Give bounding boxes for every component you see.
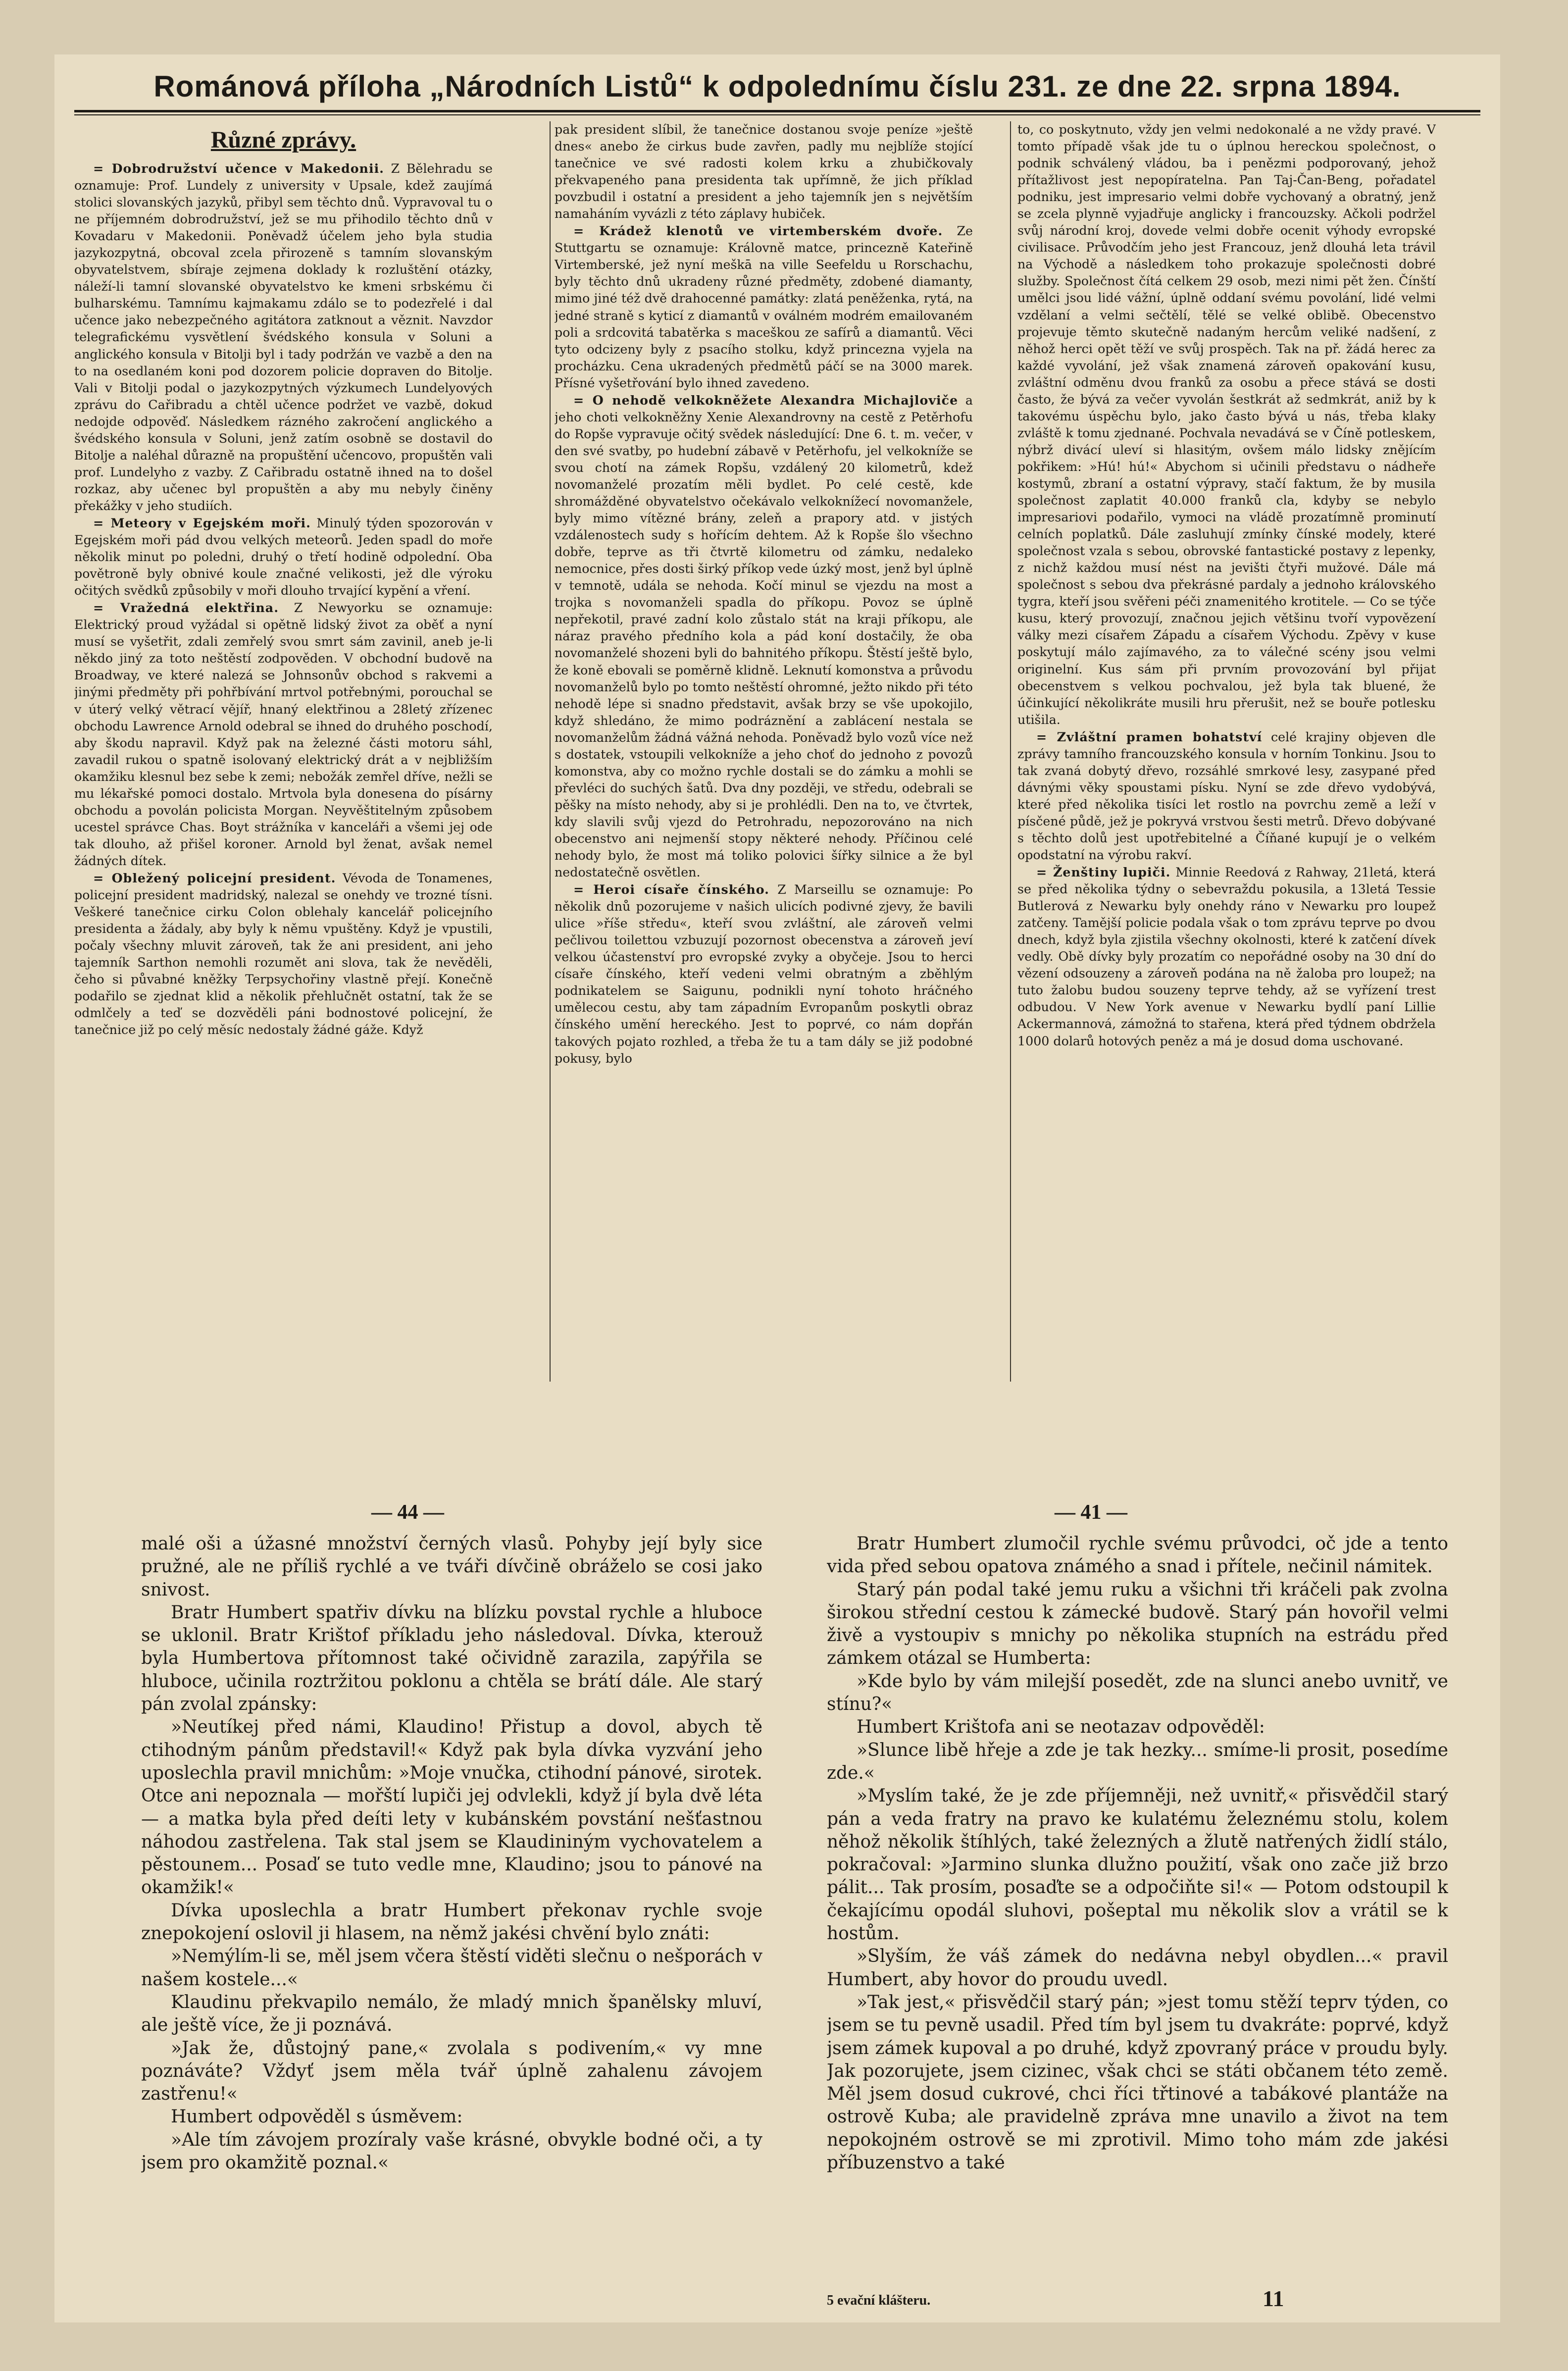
novel-page-left	[141, 1533, 762, 2285]
news-item-text: Minnie Reedová z Rahway, 21letá, která se před několika týdny o sebevraždu pokusila, a 13letá Tessie Butlerová z Newarku byly onehdy ráno v Newarku pro loupež zatčeny. Tamější policie podala však o tom zprávu teprve po dvou dnech, když byla zjistila všechny okolnosti, které k zatčení dívek vedly. Obě dívky byly prozatím co nepořádné osoby na 30 dní do vězení odsouzeny a zároveň podána na ně žaloba pro loupež; na tuto žalobu budou souzeny teprve tehdy, až se vyřízení trest odbudou. V New York avenue v Newarku bydlí paní Lillie Ackermannová, zámožná to stařena, která před týdnem obdržela 1000 dolarů hotových peněz a má je dosud doma uschované.	[1017, 865, 1436, 1048]
paragraph: »Neutíkej před námi, Klaudino! Přistup a dovol, abych tě ctihodným pánům představil!« Když pak byla dívka vyzvání jeho uposlechla pravil mnichům: »Moje vnučka, ctihodní pánové, sirotek. Otce ani nepoznala — mořští lupiči jej odvlekli, když jí byla dvě léta — a matka byla před deíti lety v kubánském povstání nešťastnou náhodou zastřelena. Tak stal jsem se Klaudininým vychovatelem a pěstounem... Posaď se tuto vedle mne, Klaudino; jsou to pánové na okamžik!«	[141, 1717, 762, 1898]
news-item	[74, 515, 493, 599]
section-heading: Různé zprávy.	[210, 127, 356, 153]
paragraph: »Tak jest,« přisvědčil starý pán; »jest tomu stěží teprv týden, co jsem se tu pevně usadil. Před tím byl jsem tu dvakráte: poprvé, když jsem zámek kupoval a po druhé, když zpovraný práce v proudu byly. Jak pozorujete, jsem cizinec, však chci se státi občanem této země. Měl jsem dosud cukrové, chci říci třtinové a tabákové plantáže na ostrově Kuba; ale pravidelně zpráva mne unavilo a život na tem nepokojném ostrově se mi zprotivil. Mimo toho mám zde jakési příbuzenstvo a také	[827, 1992, 1448, 2173]
news-item-title: = Krádež klenotů ve virtemberském dvoře.	[573, 223, 943, 239]
column-divider	[1010, 121, 1011, 1382]
page-number-left: — 44 —	[371, 1501, 444, 1524]
news-item-text: celé krajiny objeven dle zprávy tamního francouzského konsula v horním Tonkinu. Jsou to tak zvaná dobytý dřevo, rozsáhlé smrkové lesy, zasypané před dávnými věky spoustami písku. Nyní se zde dřevo vydobývá, které před několika tisíci let rostlo na povrchu země a leží v písčené půdě, jež je pokryvá vrstvou šesti metrů. Dřevo dobývané s těchto dolů jest upotřebitelné a Číňané kupují je o velkém opodstatní na výrobu rakví.	[1017, 729, 1436, 863]
column-1	[74, 121, 493, 1382]
news-item-text: Minulý týden spozorován v Egejském moři pád dvou velkých meteorů. Jeden spadl do moře několik minut po poledni, druhý o třetí hodině odpolední. Oba povětroně byly obnivé koule značné velikosti, jež dle výroku očitých svědků způsobily v moři dlouho trvající kypění a vření.	[74, 515, 493, 598]
news-item	[555, 881, 973, 1067]
sheet-number: 11	[1263, 2286, 1284, 2311]
continued-text: pak president slíbil, že tanečnice dostanou svoje peníze »ještě dnes« anebo že cirkus bude zavřen, padly mu nejblíže stojící tanečnice ve své radosti kolem krku a zhubičkovaly překvapeného pana presidenta tak upřímně, že jich příklad povzbudil i ostatní a president a jeho tajemník jen s největším namaháním vyvázli z této záplavy hubiček.	[555, 122, 973, 221]
news-item-title: = Obležený policejní president.	[93, 870, 336, 885]
paragraph: »Nemýlím-li se, měl jsem včera štěstí viděti slečnu o nešporách v našem kostele...«	[141, 1946, 762, 1990]
news-item-text: Z Bělehradu se oznamuje: Prof. Lundely z university v Upsale, kdež zaujímá stolici slovanských jazyků, přibyl sem těchto dnů. Vypravoval tu o ne příjemném dobrodružství, jež se mu přihodilo těchto dnů v Kovadaru v Makedonii. Poněvadž účelem jeho byla studia jazykozpytná, obcoval zcela přirozeně s tamním slovanským obyvatelstvem, sbíraje zejmena doklady k rozluštění otázky, náleží-li tamní slovanské obyvatelstvo ke kmeni srbskému či bulharskému. Tamnímu kajmakamu zdálo se to podezřelé i dal učence jako nebezpečného agitátora zatknout a věznit. Navzdor telegrafickému vysvětlení švédského konsula v Soluni a anglického konsula v Bitolji byl i tady podržán ve vazbě a den na to na osedlaném koni pod dozorem policie dopraven do Bitolje. Vali v Bitolji podal o jazykozpytných výzkumech Lundelyových zprávu do Cařibradu a chtěl učence podržet ve vazbě, dokud nedojde odpověď. Následkem rázného zakročení anglického a švédského konsula v Soluni, jenž zatím osobně se dostavil do Bitolje a naléhal důrazně na propuštění učencovo, propuštěn vali prof. Lundelyho z vazby. Z Cařibradu ostatně ihned na to došel rozkaz, aby učenec byl propuštěn a aby mu nebyly činěny překážky v jeho studiích.	[74, 161, 493, 513]
paragraph: »Slunce libě hřeje a zde je tak hezky... smíme-li prosit, posedíme zde.«	[827, 1740, 1448, 1783]
paragraph: Starý pán podal také jemu ruku a všichni tři kráčeli pak zvolna širokou střední cestou k zámecké budově. Starý pán hovořil velmi živě a vystoupiv s mnichy po několika stupních na estrádu před zámkem otázal se Humberta:	[827, 1579, 1448, 1669]
paragraph: »Jak že, důstojný pane,« zvolala s podivením,« vy mne poznáváte? Vždyť jsem měla tvář úplně zahalenu závojem zastřenu!«	[141, 2038, 762, 2105]
paragraph: »Slyším, že váš zámek do nedávna nebyl obydlen...« pravil Humbert, aby hovor do proudu uvedl.	[827, 1946, 1448, 1990]
news-item-title: = Dobrodružství učence v Makedonii.	[93, 161, 384, 176]
signature-line: 5 evační klášteru.	[827, 2293, 931, 2308]
news-item	[1017, 864, 1436, 1050]
column-3	[1017, 121, 1436, 1382]
paragraph: Bratr Humbert zlumočil rychle svému průvodci, oč jde a tento vida před sebou opatova známého a snad i přítele, nečinil námitek.	[827, 1534, 1448, 1577]
paragraph: malé oši a úžasné množství černých vlasů. Pohyby její byly sice pružné, ale ne příliš rychlé a ve tváři dívčině obráželo se cosi jako snivost.	[141, 1534, 762, 1600]
news-item-text: Vévoda de Tonamenes, policejní president madridský, nalezal se onehdy ve trozné tísni. Veškeré tanečnice cirku Colon oblehaly kancelář policejního presidenta a žádaly, aby byly k němu vpuštěny. Když je vpustili, počaly všechny mluvit zároveň, tak že ani president, ani jeho tajemník Sarthon nemohli rozumět ani slova, tak že nevěděli, čeho si půvabné kněžky Terpsychořiny vlastně přejí. Konečně podařilo se zjednat klid a několik přehlučnět ostatní, tak že se odmlčely a teď se dozvěděli páni bodnostové policejní, že tanečnice již po celý měsíc nedostaly žádné gáže. Když	[74, 871, 493, 1037]
news-item-title: = Zvláštní pramen bohatství	[1036, 729, 1263, 744]
news-item	[74, 160, 493, 515]
news-item-title: = Vražedná elektřina.	[93, 600, 279, 616]
news-item	[74, 599, 493, 870]
news-item-text: Ze Stuttgartu se oznamuje: Královně matce, princezně Kateřině Virtemberské, jež nyní meškā na ville Seefeldu u Rorschachu, byly těchto dnů ukradeny různé předměty, zdobené diamanty, mimo jiné též dvě drahocenné památky: zlatá peněženka, rytá, na jedné straně s kyticí z diamantů v oválném modrém emailovaném poli a srdcovitá tabatěrka s maceškou ze safírů a diamantů. Věci tyto odcizeny byly z psacího stolku, když princezna vyjela na procházku. Cena ukradených předmětů páčí se na 3000 marek. Přísné vyšetřování bylo ihned zavedeno.	[555, 224, 973, 390]
paragraph: Humbert odpověděl s úsměvem:	[171, 2107, 463, 2127]
news-item-text: Z Marseillu se oznamuje: Po několik dnů pozorujeme v našich ulicích podivné zjevy, že bavili ulice »říše středu«, kteří svou zvláštní, ale zároveň velmi pečlivou toilettou vzbuzují pozornost obecenstva a zároveň jeví velkou účastenství pro evropské zvyky a obyčeje. Jsou to herci císaře čínského, kteří vedeni velmi obratným a zběhlým podnikatelem se Saigunu, podnikli nyní tohoto hráčného umělecou cestu, aby tam západním Evropanům poskytli obraz čínského umění hereckého. Jest to poprvé, co nám dopřán takových pojato rozhled, a třeba že tu a tam dály se již podobné pokusy, bylo	[555, 882, 973, 1066]
column-divider	[550, 121, 551, 1382]
news-item-title: = Meteory v Egejském moři.	[93, 515, 311, 530]
news-item-title: = Heroi císaře čínského.	[573, 882, 769, 897]
paragraph: Bratr Humbert spatřiv dívku na blízku povstal rychle a hluboce se uklonil. Bratr Krištof příkladu jeho následoval. Dívka, kterouž byla Humbertova přítomnost také očividně zarazila, zapýřila se hluboce, učinila roztržitou poklonu a chtěla se brátí dále. Ale starý pán zvolal zpánsky:	[141, 1602, 762, 1715]
header-rule	[74, 110, 1480, 112]
news-item	[1017, 728, 1436, 864]
paragraph: »Kde bylo by vám milejší posedět, zde na slunci anebo uvnitř, ve stínu?«	[827, 1671, 1448, 1715]
novel-page-right	[827, 1533, 1448, 2275]
news-item-title: = O nehodě velkokněžete Alexandra Michajloviče	[573, 392, 959, 408]
news-item-text: Z Newyorku se oznamuje: Elektrický proud vyžádal si opětně lidský život za oběť a nyní musí se vyšetřit, zdali zemřelý svou smrt sám zavinil, aneb je-li někdo jiný za toto neštěstí zodpověden. V obchodní budově na Broadway, ve které nalezá se Johnsonův obchod s rakvemi a jinými předměty při pohřbívání mrtvol potřebnými, porouchal se v úterý velký větrací vějíř, hnaný elektřinou a 28letý zřízenec obchodu Lawrence Arnold odebral se ihned do druhého poschodí, aby škodu napravil. Když pak na železné části motoru sáhl, zavadil rukou o spatně isolovaný elektrický drát a v nejbližším okamžiku klesnul bez sebe k zemi; nebožák zemřel dříve, nežli se mu lékařské pomoci dostalo. Mrtvola byla donesena do písárny obchodu a povolán policista Morgan. Neyvěštitelným způsobem ucestel správce Chas. Boyt strážníka v kanceláři a všemi jej ode tak dlouho, až přišel koroner. Arnold byl ženat, avšak nemel žádných dítek.	[74, 601, 493, 868]
news-item-title: = Ženštiny lupiči.	[1036, 865, 1171, 880]
column-2	[555, 121, 973, 1382]
page-number-right: — 41 —	[1055, 1501, 1127, 1524]
news-item	[555, 222, 973, 391]
newspaper-page	[54, 54, 1500, 2322]
header-rule-thin	[74, 114, 1480, 115]
paragraph: Humbert Krištofa ani se neotazav odpověděl:	[857, 1717, 1265, 1738]
continued-text: to, co poskytnuto, vždy jen velmi nedokonalé a ne vždy pravé. V tomto případě však jde tu o úplnou hereckou společnost, o podnik schválený vládou, ba i penězmi podporovaný, jehož přítažlivost jest nepopíratelna. Pan Taj-Čan-Beng, pořadatel podniku, jest impresario velmi dobře vychovaný a obratný, jenž se zcela plynně vyjadřuje anglicky i francouzsky. Ačkoli podržel svůj národní kroj, dovede velmi dobře ocenit výhody evropské civilisace. Průvodčím jeho jest Francouz, jenž dlouhá leta trávil na Východě a následkem toho prokazuje společnosti dobré služby. Společnost čítá celkem 29 osob, mezi nimi pět žen. Čínští umělci jsou lidé vážní, úplně oddaní svému povolání, lidé velmi vzdělaní a velmi sečtělí, tělé se velké oblibě. Obecenstvo projevuje těmto skutečně nadaným hercům veliké nadšení, z něhož herci opět těží ve svůj prospěch. Tak na př. žádá herec za každé vyvolání, jež však znamená zároveň opakování kusu, zvláštní odměnu dvou franků za osobu a přece stává se dosti často, že bývá za večer vyvolán šestkrát až sedmkrát, aniž by k takovému úspěchu bylo, jako často bývá u nás, třeba klaky zvláště k tomu zjednané. Pochvala nevadává se v Číně potleskem, nýbrž divácí uleví si hlasitým, ovšem málo lidsky znějícím pokřikem: »Hú! hú!« Abychom si učinili představu o nádheře kostymů, zbraní a ostatní výpravy, stačí faktum, že by musila společnost zaplatit 40.000 franků cla, kdyby se nebylo impresariovi podařilo, vymoci na vládě prozatímně prominutí celních poplatků. Dále zasluhují zmínky čínské modely, které společnost vzala s sebou, obrovské fantastické postavy z lepenky, z nichž každou musí nést na jevišti čtyři mužové. Dále má společnost s sebou dva překrásné pardaly a jednoho královského tygra, kteří jsou svěřeni péči znamenitého krotitele. — Co se týče kusu, který provozují, značnou jejich většinu tvoří vypovězení války mezi císařem Západu a císařem Východu. Zpěvy v kuse poskytují málo zajímavého, za to válečné scény jsou velmi originelní. Kus sám při prvním provozování byl přijat obecenstvem s velkou pochvalou, jež byla tak bluené, že účinkující několikráte musili hru přerušit, než se bouře potlesku utišila.	[1017, 122, 1436, 727]
paragraph: Klaudinu překvapilo nemálo, že mladý mnich španělsky mluví, ale ještě více, že ji poznává.	[141, 1992, 762, 2036]
paragraph: »Ale tím závojem prozíraly vaše krásné, obvykle bodné oči, a ty jsem pro okamžitě poznal.«	[141, 2129, 762, 2173]
page-header: Románová příloha „Národních Listů“ k odpolednímu číslu 231. ze dne 22. srpna 1894.	[153, 70, 1401, 103]
news-item	[555, 392, 973, 881]
paragraph: Dívka uposlechla a bratr Humbert překonav rychle svoje znepokojení oslovil ji hlasem, na němž jakési chvění bylo znáti:	[141, 1900, 762, 1944]
news-item	[74, 870, 493, 1038]
news-item-text: a jeho choti velkokněžny Xenie Alexandrovny na cestě z Petěrhofu do Ropše vypravuje očitý svědek následující: Dne 6. t. m. večer, v den své svatby, po hudební zábavě v Petěrhofu, jel velkokníže se svou chotí na zámek Ropšu, vzdálený 20 kilometrů, kdež novomanželé prozatím měli bydlet. Po celé cestě, kde shromážděné obyvatelstvo očekávalo velkoknížecí novomanžele, byly mimo vítězné brány, zeleň a prapory atd. v jistých vzdálenostech sudy s hořícím dehtem. Až k Ropše šlo všechno dobře, teprve as tři čtvrtě kilometru od zámku, nedaleko nemocnice, přes dosti širký příkop vede úzký most, jenž byl úplně v temnotě, udála se nehoda. Kočí minul se vjezdu na most a trojka s novomanželi spadla do příkopu. Povoz se úplně nepřekotil, pravé zadní kolo zůstalo stát na kraji příkopu, ale náraz pravého předního kola a pád koní dostačily, že oba novomanželé shozeni byli do bahnitého příkopu. Štěstí ještě bylo, že koně ebovali se poměrně klidně. Leknutí komonstva a průvodu novomanželů bylo po tomto neštěstí ohromné, ježto nikdo při této nehodě lépe si snadno představit, avšak brzy se vše upokojilo, když shledáno, že mimo podráznění a zablácení nestala se novomanželům žádná vážná nehoda. Poněvadž bylo vozů více než s dostatek, vstoupili velkokníže a jeho choť do jednoho z povozů komonstva, aby co možno rychle dostali se do zámku a mohli se převléci do suchých šatů. Dva dny později, ve středu, odebrali se pěšky na místo nehody, aby si je prohlédli. Den na to, ve čtvrtek, kdy slavili svůj vjezd do Petrohradu, nepozorováno na nich obecenstvo ani nejmenší stopy některé nehody. Příčinou celé nehody bylo, že most má toliko polovici šířky silnice a že byl nedostatečně osvětlen.	[555, 393, 973, 880]
paragraph: »Myslím také, že je zde příjemněji, než uvnitř,« přisvědčil starý pán a veda fratry na pravo ke kulatému železnému stolu, kolem něhož několik štíhlých, také železných a žlutě natřených židlí stálo, pokračoval: »Jarmino slunka dlužno použití, však ono zače již brzo pálit... Tak prosím, posaďte se a odpočiňte si!« — Potom odstoupil k čekajícímu opodál sluhovi, pošeptal mu několik slov a vrátil se k hostům.	[827, 1786, 1448, 1944]
